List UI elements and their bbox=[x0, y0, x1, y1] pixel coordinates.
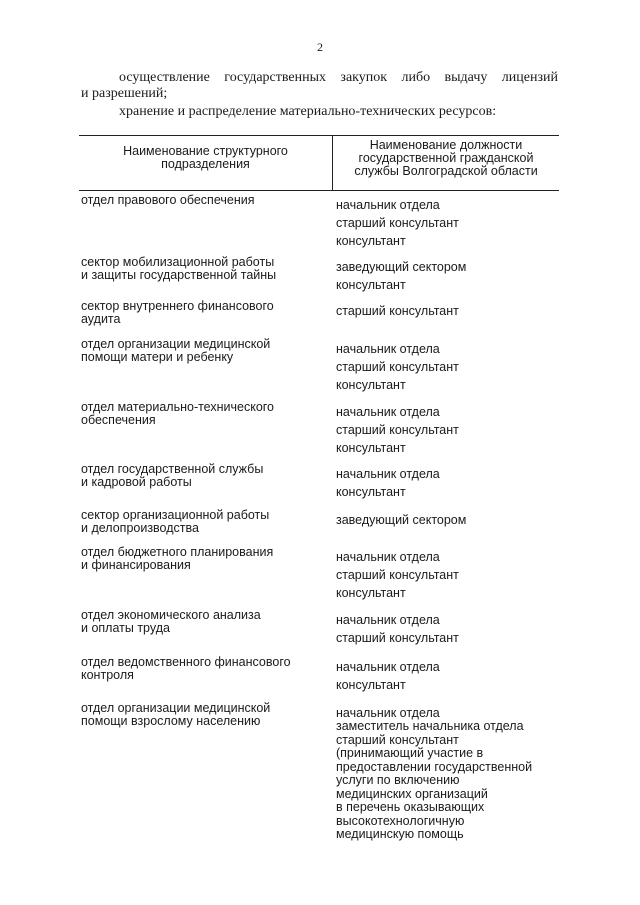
position-title: консультант bbox=[336, 441, 406, 455]
position-list-continued bbox=[336, 720, 566, 842]
position-title: заведующий сектором bbox=[336, 260, 467, 274]
position-list bbox=[336, 196, 566, 250]
table-header bbox=[79, 135, 559, 191]
position-list bbox=[336, 403, 566, 457]
position-title: начальник отдела bbox=[336, 550, 440, 564]
position-title: старший консультант bbox=[336, 360, 459, 374]
department-name bbox=[81, 609, 331, 635]
department-name-line: отдел правового обеспечения bbox=[81, 193, 255, 207]
position-list bbox=[336, 548, 566, 602]
intro-paragraph-storage: хранение и распределение материально-технических ресурсов: bbox=[119, 104, 497, 119]
department-name bbox=[81, 546, 331, 572]
department-name-line: отдел экономического анализа bbox=[81, 608, 261, 622]
position-list bbox=[336, 258, 566, 294]
position-title: старший консультант bbox=[336, 216, 459, 230]
position-title: консультант bbox=[336, 678, 406, 692]
department-name bbox=[81, 509, 331, 535]
intro-line-2: и разрешений; bbox=[81, 86, 168, 101]
department-name bbox=[81, 656, 331, 682]
department-name bbox=[81, 338, 331, 364]
department-name bbox=[81, 194, 331, 207]
department-name-line: сектор мобилизационной работы bbox=[81, 255, 275, 269]
position-list bbox=[336, 340, 566, 394]
department-name-line: обеспечения bbox=[81, 413, 156, 427]
header-right-line: государственной гражданской bbox=[358, 151, 534, 165]
department-name bbox=[81, 300, 331, 326]
position-list bbox=[336, 465, 566, 501]
department-name bbox=[81, 256, 331, 282]
position-title-line: услуги по включению bbox=[336, 773, 460, 787]
position-title: консультант bbox=[336, 586, 406, 600]
position-title: консультант bbox=[336, 485, 406, 499]
position-title-line: старший консультант bbox=[336, 732, 459, 747]
position-title-line: предоставлении государственной bbox=[336, 759, 533, 774]
position-title-line: высокотехнологичную bbox=[336, 813, 465, 828]
position-title: начальник отдела bbox=[336, 660, 440, 674]
position-title-line: медицинскую помощь bbox=[336, 827, 464, 841]
position-title-line: в перечень оказывающих bbox=[336, 800, 485, 814]
position-list bbox=[336, 302, 566, 320]
position-title-line: заместитель начальника отдела bbox=[336, 719, 524, 733]
position-title: консультант bbox=[336, 234, 406, 248]
position-list bbox=[336, 611, 566, 647]
position-title: начальник отдела bbox=[336, 706, 440, 720]
department-name-line: отдел бюджетного планирования bbox=[81, 545, 274, 559]
position-list bbox=[336, 658, 566, 694]
department-name-line: и защиты государственной тайны bbox=[81, 268, 277, 282]
header-right-line: службы Волгоградской области bbox=[354, 164, 538, 178]
intro-line-1: осуществление государственных закупок либо выдачу лицензий bbox=[119, 70, 558, 85]
department-name-line: и кадровой работы bbox=[81, 475, 192, 489]
department-name-line: отдел организации медицинской bbox=[81, 337, 271, 351]
department-name-line: отдел материально-технического bbox=[81, 400, 275, 414]
position-title-line: медицинских организаций bbox=[336, 786, 488, 801]
position-title: начальник отдела bbox=[336, 342, 440, 356]
department-name-line: сектор организационной работы bbox=[81, 508, 270, 522]
header-position-title bbox=[333, 139, 559, 178]
header-structural-unit bbox=[79, 145, 332, 171]
position-title: консультант bbox=[336, 278, 406, 292]
department-name-line: помощи матери и ребенку bbox=[81, 350, 234, 364]
department-name bbox=[81, 702, 331, 728]
department-name-line: отдел ведомственного финансового bbox=[81, 655, 291, 669]
position-list bbox=[336, 511, 566, 529]
department-name-line: отдел организации медицинской bbox=[81, 701, 271, 715]
header-left-line: подразделения bbox=[161, 157, 250, 171]
department-name bbox=[81, 463, 331, 489]
position-title: заведующий сектором bbox=[336, 513, 467, 527]
position-title: начальник отдела bbox=[336, 613, 440, 627]
department-name-line: помощи взрослому населению bbox=[81, 714, 261, 728]
position-title: старший консультант bbox=[336, 631, 459, 645]
department-name-line: аудита bbox=[81, 312, 121, 326]
department-name-line: контроля bbox=[81, 668, 134, 682]
position-title: консультант bbox=[336, 378, 406, 392]
intro-paragraph-procurement bbox=[81, 70, 558, 102]
department-name-line: и финансирования bbox=[81, 558, 191, 572]
page-number: 2 bbox=[317, 40, 323, 54]
department-name-line: и делопроизводства bbox=[81, 521, 199, 535]
department-name-line: и оплаты труда bbox=[81, 621, 170, 635]
position-title: начальник отдела bbox=[336, 405, 440, 419]
header-left-line: Наименование структурного bbox=[123, 144, 288, 158]
position-title: старший консультант bbox=[336, 423, 459, 437]
position-title: начальник отдела bbox=[336, 198, 440, 212]
position-title: старший консультант bbox=[336, 304, 459, 318]
position-title-line: (принимающий участие в bbox=[336, 746, 484, 760]
position-title: старший консультант bbox=[336, 568, 459, 582]
department-name-line: сектор внутреннего финансового bbox=[81, 299, 274, 313]
department-name bbox=[81, 401, 331, 427]
header-right-line: Наименование должности bbox=[369, 138, 523, 152]
position-title: начальник отдела bbox=[336, 467, 440, 481]
department-name-line: отдел государственной службы bbox=[81, 462, 264, 476]
